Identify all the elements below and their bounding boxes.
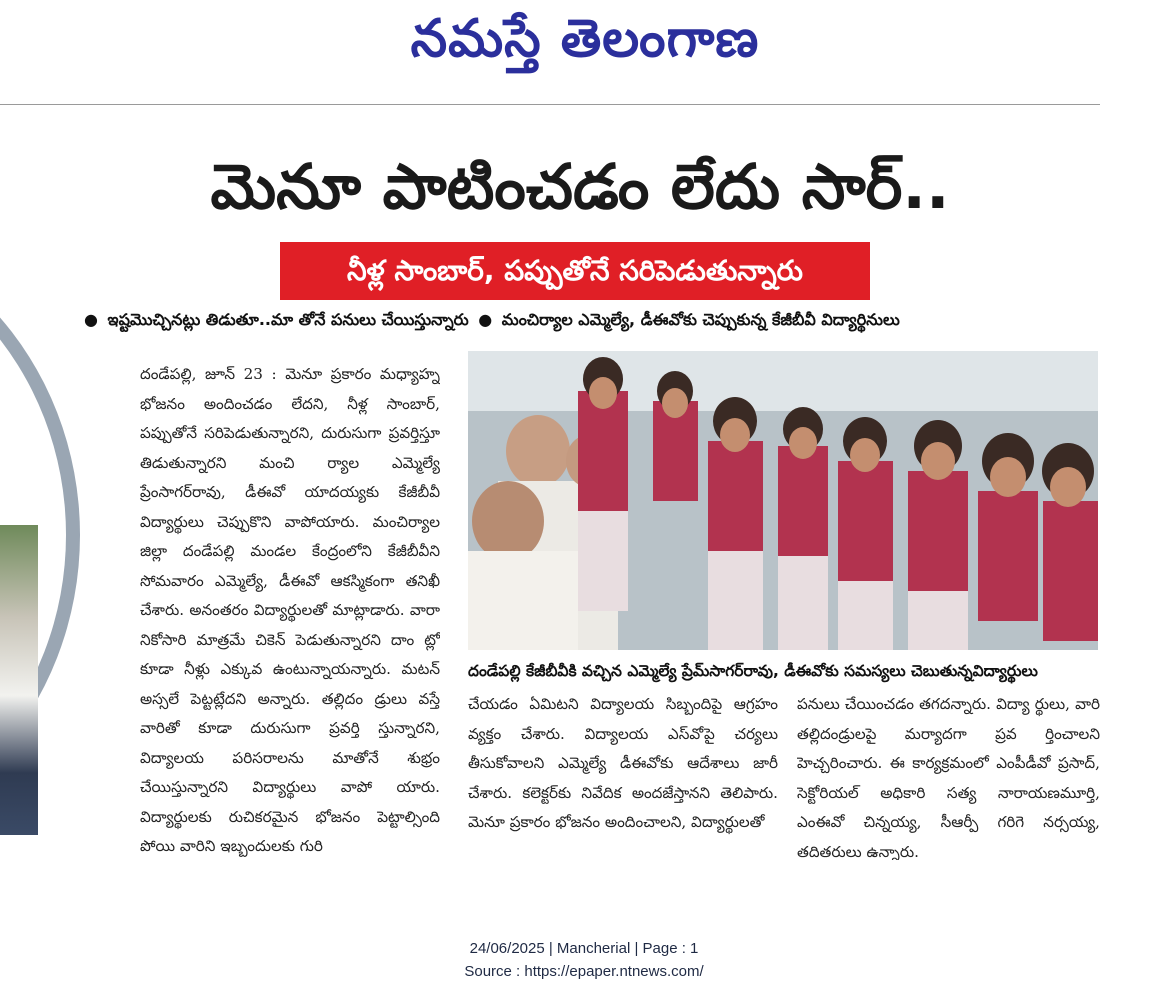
footer-source-line[interactable]: Source : https://epaper.ntnews.com/	[464, 963, 704, 980]
adjacent-photo	[0, 525, 38, 835]
masthead	[0, 0, 1168, 80]
highlight-bullets	[80, 306, 1110, 334]
footer-date-line: 24/06/2025 | Mancherial | Page : 1	[469, 940, 699, 957]
article-headline: మెనూ పాటించడం లేదు సార్..	[210, 150, 950, 223]
article-column-2: చేయడం ఏమిటని విద్యాలయ సిబ్బందిపై ఆగ్రహం వ్యక్తం చేశారు. విద్యాలయ ఎస్‌వోపై చర్యలు తీసుకోవాలని ఎమ్మెల్యే డీఈవోకు ఆదేశాలు జారీ చేశారు. కలెక్టర్‌కు నివేదిక అందజేస్తానని తెలిపారు. మెనూ ప్రకారం భోజనం అందించాలని, విద్యార్థులతో	[468, 695, 778, 831]
news-photo	[468, 351, 1098, 650]
bullet-text-2: మంచిర్యాల ఎమ్మెల్యే, డీఈవోకు చెప్పుకున్న కేజీబీవీ విద్యార్థినులు	[501, 310, 900, 329]
photo-caption: దండేపల్లి కేజీబీవీకి వచ్చిన ఎమ్మెల్యే ప్రేమ్‌సాగర్‌రావు, డీఈవోకు సమస్యలు చెబుతున్నవిద్యార్థులు	[468, 662, 1038, 680]
header-divider	[0, 104, 1100, 105]
article-column-3: పనులు చేయించడం తగదన్నారు. విద్యా ర్థులు, వారి తల్లిదండ్రులపై మర్యాదగా ప్రవ ర్తించాలని హెచ్చరించారు. ఈ కార్యక్రమంలో ఎంపీడీవో ప్రసాద్, సెక్టోరియల్ అధికారి సత్య నారాయణమూర్తి, ఎంఈవో చిన్నయ్య, సీఆర్పీ గరిగె నర్సయ్య, తదితరులు ఉన్నారు.	[797, 695, 1100, 860]
article-column-1: దండేపల్లి, జూన్ 23 : మెనూ ప్రకారం మధ్యాహ్న భోజనం అందించడం లేదని, నీళ్ల సాంబార్, పప్పుతోనే సరిపెడుతున్నారని, దురుసుగా ప్రవర్తిస్తూ తిడుతున్నారని మంచి ర్యాల ఎమ్మెల్యే ప్రేంసాగర్‌రావు, డీఈవో యాదయ్యకు కేజీబీవీ విద్యార్థులు చెప్పుకొని వాపోయారు. మంచిర్యాల జిల్లా దండేపల్లి మండల కేంద్రంలోని కేజీబీవీని సోమవారం ఎమ్మెల్యే, డీఈవో ఆకస్మికంగా తనిఖీ చేశారు. అనంతరం విద్యార్థులతో మాట్లాడారు. వారా నికోసారి మాత్రమే చికెన్ పెడుతున్నారని దాం ట్లో కూడా నీళ్లు ఎక్కువ ఉంటున్నాయన్నారు. మటన్ అస్సలే పెట్టట్లేదని అన్నారు. తల్లిదం డ్రులు వస్తే వారితో కూడా దురుసుగా ప్రవర్తి స్తున్నారని, విద్యాలయ పరిసరాలను మాతోనే శుభ్రం చేయిస్తున్నారని విద్యార్థులు వాపో యారు. విద్యార్థులకు రుచికరమైన భోజనం పెట్టాల్సింది పోయి వారిని ఇబ్బందులకు గురి	[140, 365, 440, 855]
bullet-icon: ●	[478, 310, 493, 329]
newspaper-logo: నమస్తే తెలంగాణ	[410, 9, 760, 69]
bullet-icon: ●	[84, 310, 98, 329]
photo-illustration	[468, 351, 1098, 650]
article-subhead: నీళ్ల సాంబార్, పప్పుతోనే సరిపెడుతున్నారు	[280, 242, 870, 300]
bullet-text-1: ఇష్టమొచ్చినట్లు తిడుతూ..మా తోనే పనులు చేయిస్తున్నారు	[107, 310, 469, 329]
